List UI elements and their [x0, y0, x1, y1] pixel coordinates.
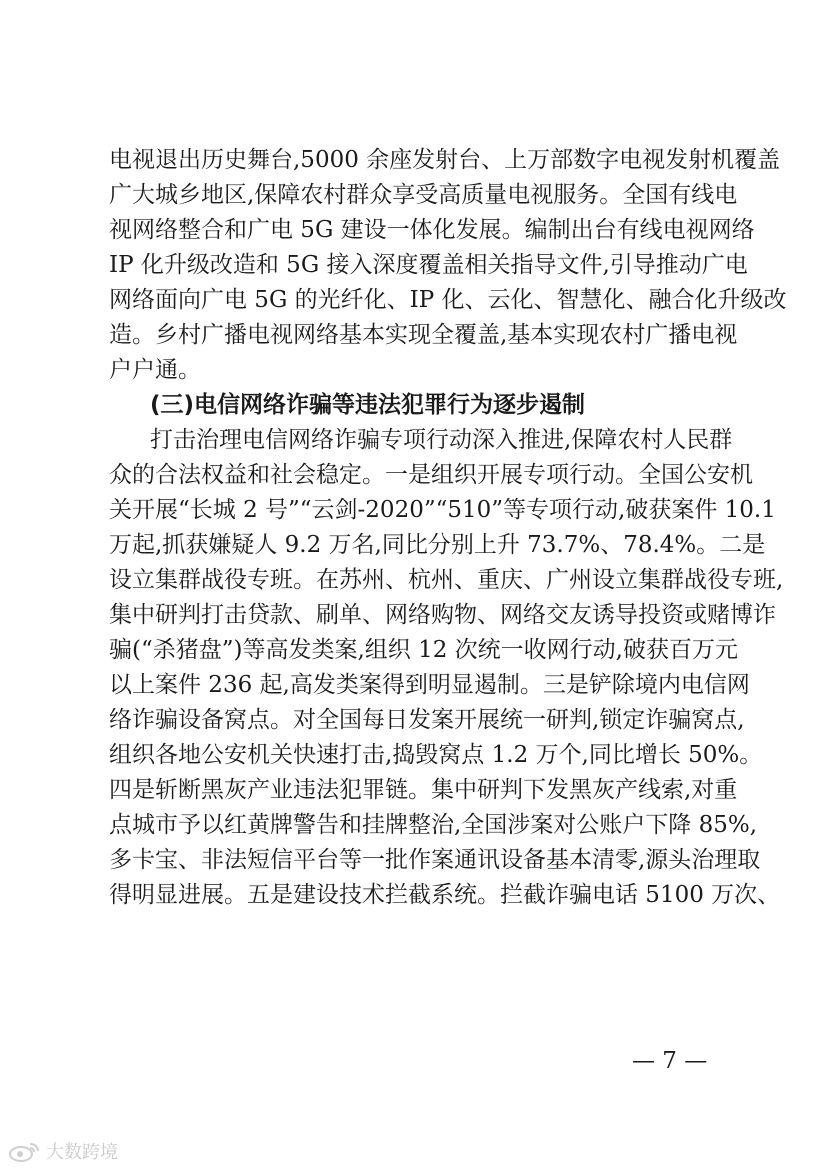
- paragraph-line: 以上案件 236 起,高发类案得到明显遏制。三是铲除境内电信网: [109, 672, 750, 698]
- paragraph-line: 众的合法权益和社会稳定。一是组织开展专项行动。全国公安机: [109, 462, 753, 488]
- paragraph-line: IP 化升级改造和 5G 接入深度覆盖相关指导文件,引导推动广电: [109, 252, 748, 278]
- watermark-text: 大数跨境: [46, 1142, 118, 1163]
- section-heading: (三)电信网络诈骗等违法犯罪行为逐步遏制: [150, 392, 586, 418]
- paragraph-line: 四是斩断黑灰产业违法犯罪链。集中研判下发黑灰产线索,对重: [109, 777, 738, 803]
- paragraph-line: 关开展“长城 2 号”“云剑-2020”“510”等专项行动,破获案件 10.1: [109, 497, 776, 523]
- paragraph-line: 骗(“杀猪盘”)等高发类案,组织 12 次统一收网行动,破获百万元: [109, 637, 738, 663]
- paragraph-line: 电视退出历史舞台,5000 余座发射台、上万部数字电视发射机覆盖: [109, 147, 781, 173]
- weibo-logo-icon: [8, 1140, 42, 1162]
- paragraph-line: 得明显进展。五是建设技术拦截系统。拦截诈骗电话 5100 万次、: [109, 882, 781, 908]
- paragraph-line: 组织各地公安机关快速打击,捣毁窝点 1.2 万个,同比增长 50%。: [109, 742, 763, 768]
- paragraph-line: 视网络整合和广电 5G 建设一体化发展。编制出台有线电视网络: [109, 217, 755, 243]
- paragraph-line: 造。乡村广播电视网络基本实现全覆盖,基本实现农村广播电视: [109, 322, 738, 348]
- paragraph-line: 广大城乡地区,保障农村群众享受高质量电视服务。全国有线电: [109, 182, 738, 208]
- paragraph-line: 户户通。: [109, 357, 201, 383]
- paragraph-line: 网络面向广电 5G 的光纤化、IP 化、云化、智慧化、融合化升级改: [109, 287, 787, 313]
- paragraph-line: 万起,抓获嫌疑人 9.2 万名,同比分别上升 73.7%、78.4%。二是: [109, 532, 766, 558]
- paragraph-line: 集中研判打击贷款、刷单、网络购物、网络交友诱导投资或赌博诈: [109, 602, 776, 628]
- paragraph-line: 多卡宝、非法短信平台等一批作案通讯设备基本清零,源头治理取: [109, 847, 761, 873]
- paragraph-line: 络诈骗设备窝点。对全国每日发案开展统一研判,锁定诈骗窝点,: [109, 707, 745, 733]
- watermark: [8, 1138, 118, 1164]
- paragraph-line: 点城市予以红黄牌警告和挂牌整治,全国涉案对公账户下降 85%,: [109, 812, 758, 838]
- page-number: — 7 —: [632, 1048, 708, 1074]
- paragraph-line: 设立集群战役专班。在苏州、杭州、重庆、广州设立集群战役专班,: [109, 567, 784, 593]
- paragraph-line: 打击治理电信网络诈骗专项行动深入推进,保障农村人民群: [150, 427, 733, 453]
